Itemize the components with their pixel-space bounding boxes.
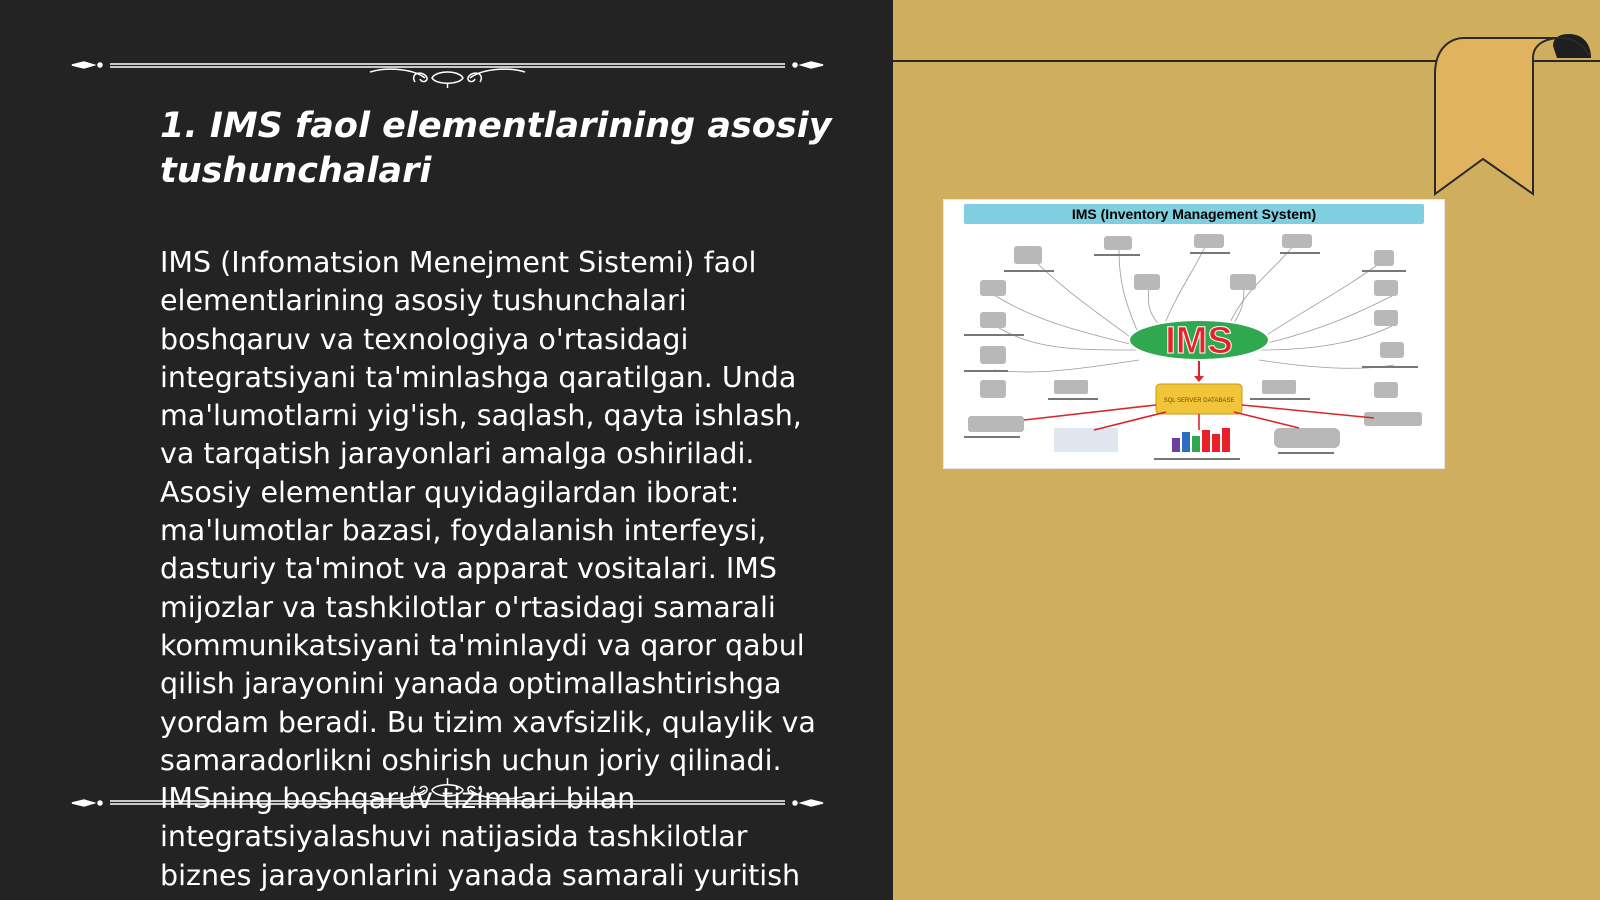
ornamental-rule-bottom — [70, 778, 825, 818]
ims-diagram-figure — [943, 199, 1445, 469]
image-panel — [893, 0, 1600, 900]
ims-diagram-header: IMS (Inventory Management System) — [1071, 206, 1317, 222]
slide-body-text: IMS (Infomatsion Menejment Sistemi) faol elementlarining asosiy tushunchalari boshqaruv va texnologiya o'rtasidagi integratsiyani ta'minlashga qaratilgan. Unda ma'lumotlarni yig'ish, saqlash, qayta ishlash, va tarqatish jarayonlari amalga oshiriladi. Asosiy elementlar quyidagilardan iborat: ma'lumotlar bazasi, foydalanish interfeysi, dasturiy ta'minot va apparat vositalari. IMS mijozlar va tashkilotlar o'rtasidagi samarali kommunikatsiyani ta'minlaydi va qaror qabul qilish jarayonini yanada optimallashtirishga yordam beradi. Bu tizim xavfsizlik, qulaylik va samaradorlikni oshirish uchun joriy qilinadi. IMSning boshqaruv tizimlari bilan integratsiyalashuvi natijasida tashkilotlar biznes jarayonlarini yanada samarali yuritish — [160, 246, 816, 892]
ims-bar-graphic — [1172, 428, 1230, 452]
ims-center-label: IMS — [1165, 320, 1233, 362]
ornamental-rule-top — [70, 48, 825, 88]
slide-title: 1. IMS faol elementlarining asosiy tushunchalari — [160, 106, 832, 191]
ims-database-label: SQL SERVER DATABASE — [1163, 398, 1235, 404]
bookmark-ribbon — [1433, 34, 1593, 200]
ims-diagram — [944, 200, 1444, 468]
